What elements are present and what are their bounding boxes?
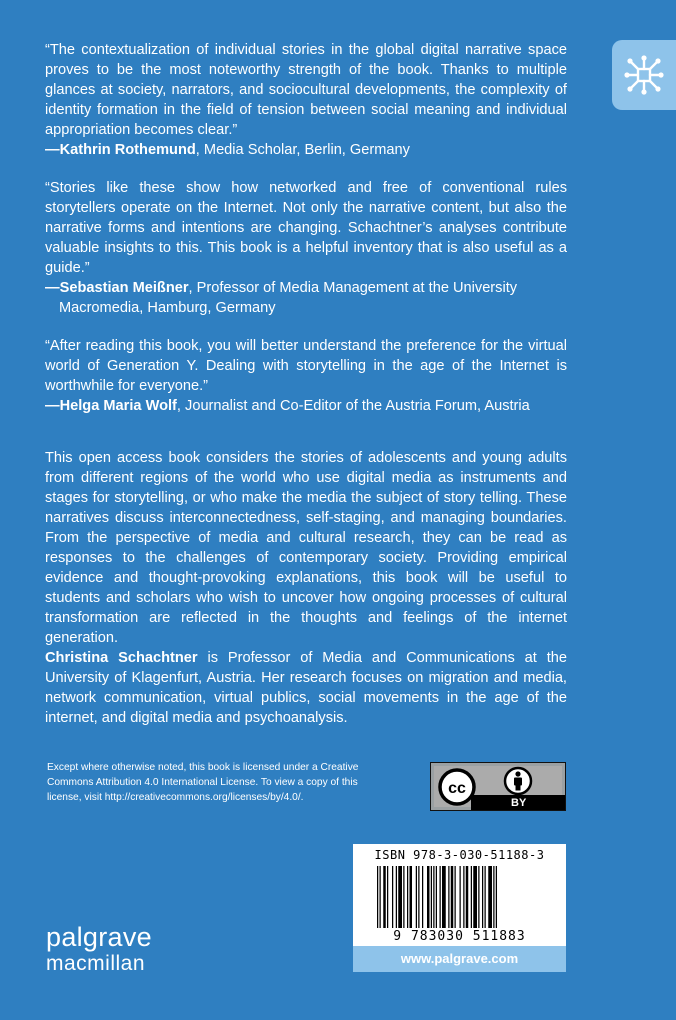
reviewer-affiliation: , Media Scholar, Berlin, Germany <box>195 142 410 158</box>
author-bio <box>45 648 567 728</box>
review-2 <box>45 178 567 318</box>
creative-commons-icon <box>437 767 477 807</box>
ean-digits: 9 783030 511883 <box>393 929 526 944</box>
review-3 <box>45 336 567 416</box>
publisher-logo-line-2: macmillan <box>46 952 146 975</box>
series-logo-badge <box>612 40 676 110</box>
attribution-person-icon <box>503 766 533 796</box>
cc-by-badge <box>430 762 566 811</box>
reviewer-name: —Helga Maria Wolf <box>45 398 177 414</box>
review-1 <box>45 40 567 160</box>
review-attribution <box>45 140 567 160</box>
isbn-text: ISBN 978-3-030-51188-3 <box>374 848 545 862</box>
isbn-barcode <box>353 844 566 946</box>
review-quote: “After reading this book, you will better understand the preference for the virtual world of Generation Y. Dealing with storytelling in the age of the Internet is worthwhile for everyone.” <box>45 338 567 394</box>
review-quote: “Stories like these show how networked and free of conventional rules storytellers operate on the Internet. Not only the narrative content, but also the narrative forms and intentions are changing. Schachtner’s analyses contribute valuable insights to this. This book is a helpful inventory that is also useful as a guide.” <box>45 180 567 276</box>
reviewer-name: —Kathrin Rothemund <box>45 142 196 158</box>
barcode-bars <box>377 866 543 928</box>
author-name: Christina Schachtner <box>45 650 198 666</box>
publisher-logo-line-1: palgrave <box>46 922 152 952</box>
cc-by-label: BY <box>511 797 527 809</box>
license-notice: Except where otherwise noted, this book is licensed under a Creative Commons Attribution 4.0 International License. To view a copy of this license, visit http://creativecommons.org/licenses/by/4.0/. <box>47 762 359 803</box>
review-attribution <box>45 396 567 416</box>
book-description: This open access book considers the stories of adolescents and young adults from different regions of the world who use digital media as instruments and stages for storytelling, or who make the media the subject of story telling. These narratives discuss interconnectedness, self-staging, and managing boundaries. From the perspective of media and cultural research, they can be read as responses to the challenges of contemporary society. Providing empirical evidence and thought-provoking explanations, this book will be useful to students and scholars who wish to uncover how ongoing processes of cultural transformation are reflected in the thoughts and feelings of the internet generation. <box>45 450 567 646</box>
reviewer-affiliation: , Professor of Media Management at the University <box>188 280 518 296</box>
reviewer-affiliation: , Journalist and Co-Editor of the Austria Forum, Austria <box>176 398 530 414</box>
reviewer-affiliation-continued: Macromedia, Hamburg, Germany <box>59 300 276 316</box>
review-attribution <box>45 278 567 298</box>
reviewer-name: —Sebastian Meißner <box>45 280 189 296</box>
back-cover-text <box>45 40 567 728</box>
publisher-url[interactable]: www.palgrave.com <box>353 946 566 972</box>
author-bio-text: is Professor of Media and Communications at the University of Klagenfurt, Austria. Her research focuses on migration and media, network communication, virtual publics, social movements in the age of the internet, and digital media and psychoanalysis. <box>45 650 567 726</box>
network-node-icon <box>623 54 665 96</box>
cc-letters: cc <box>448 780 466 797</box>
review-quote: “The contextualization of individual stories in the global digital narrative space proves to be the most noteworthy strength of the book. Thanks to multiple glances at society, narrators, and sociocultural developments, the complexity of identity formation in the field of tension between social meaning and individual appropriation becomes clear.” <box>45 42 567 138</box>
